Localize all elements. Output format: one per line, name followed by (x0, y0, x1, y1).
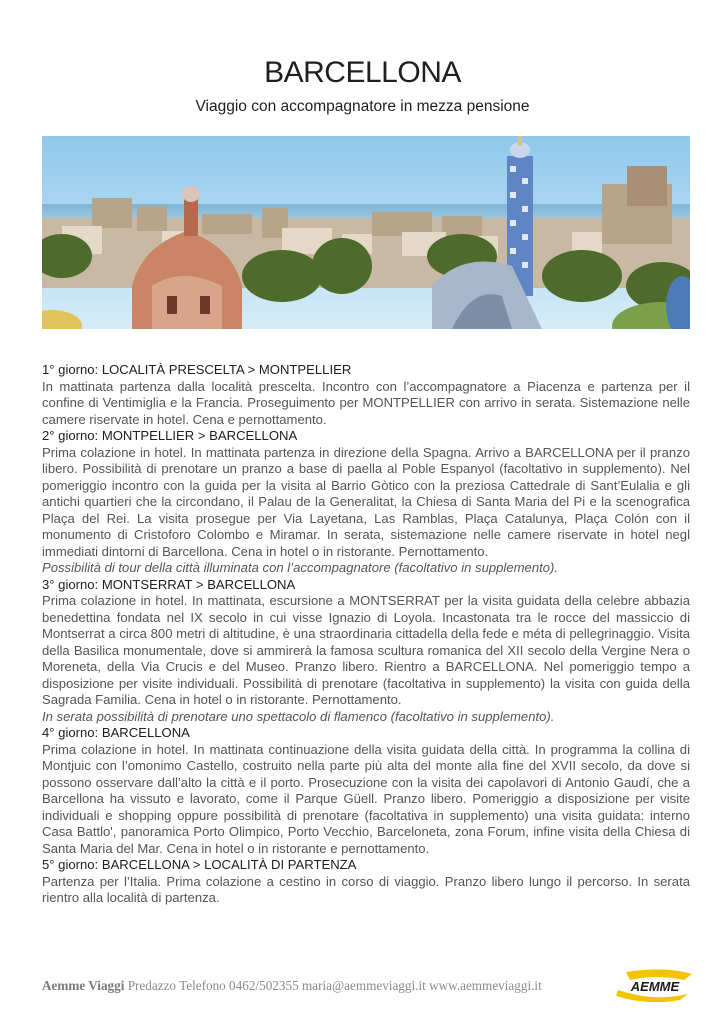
footer-brand: Aemme Viaggi (42, 978, 125, 993)
day-title: 3° giorno: MONTSERRAT > BARCELLONA (42, 576, 296, 592)
itinerary (42, 362, 690, 907)
aemme-logo (614, 968, 696, 1002)
page-title: BARCELLONA (264, 56, 461, 89)
day-description: Prima colazione in hotel. In mattinata, escursione a MONTSERRAT per la visita guidata della celebre abbazia benedettina fondata nel IX secolo in cui visse Ignazio di Loyola. Incastonata tra le rocce del massiccio di Montserrat a circa 800 metri di altitudine, è una straordinaria cittadella della fede e méta di pellegrinaggio. Visita della Basilica monumentale, dove si ammirerà la famosa scultura romanica del XII secolo della Vergine Nera o Moreneta, della Via Crucis e del Museo. Pranzo libero. Rientro a BARCELLONA. Nel pomeriggio tempo a disposizione per visite individuali. Possibilità di prenotare (facoltativa in supplemento) la visita con guida della Sagrada Familia. Cena in hotel o in ristorante. Pernottamento. (42, 593, 690, 707)
day-note: In serata possibilità di prenotare uno spettacolo di flamenco (facoltativo in supplemento). (42, 708, 555, 724)
footer-contacts: Predazzo Telefono 0462/502355 maria@aemmeviaggi.it www.aemmeviaggi.it (124, 978, 542, 993)
day-3 (42, 577, 690, 726)
day-4 (42, 725, 690, 857)
day-note: Possibilità di tour della città illuminata con l’accompagnatore (facoltativo in supplemento). (42, 560, 559, 575)
logo-wordmark: AEMME (630, 979, 680, 994)
page-subtitle: Viaggio con accompagnatore in mezza pensione (195, 98, 530, 115)
day-description: Prima colazione in hotel. In mattinata partenza in direzione della Spagna. Arrivo a BARCELLONA per il pranzo libero. Possibilità di prenotare un pranzo a base di paella al Poble Espanyol (facoltativo in supplemento). Nel pomeriggio incontro con la guida per la visita al Barrio Gòtico con la preziosa Cattedrale di Sant’Eulalia e gli antichi quartieri che la circondano, il Palau de la Generalitat, la Chiesa di Santa Maria del Pi e la scenografica Plaça del Rei. La visita prosegue per Via Layetana, Las Ramblas, Plaça Catalunya, Plaça Colón con il monumento di Cristoforo Colombo e Miramar. In serata, sistemazione nelle camere riservate in hotel negl immediati dintorni di Barcellona. Cena in hotel o in ristorante. Pernottamento. (42, 444, 690, 559)
day-1 (42, 362, 690, 428)
day-description: In mattinata partenza dalla località prescelta. Incontro con l’accompagnatore a Piacenza e partenza per il confine di Ventimiglia e la Francia. Proseguimento per MONTPELLIER con arrivo in serata. Sistemazione nelle camere riservate in hotel. Cena e pernottamento. (42, 378, 690, 427)
day-2 (42, 428, 690, 577)
hero-image (42, 136, 690, 329)
day-description: Partenza per l’Italia. Prima colazione a cestino in corso di viaggio. Pranzo libero lungo il percorso. In serata rientro alla località di partenza. (42, 873, 690, 905)
day-title: 4° giorno: BARCELLONA (42, 725, 190, 740)
footer (42, 978, 542, 994)
day-title: 2° giorno: MONTPELLIER > BARCELLONA (42, 428, 298, 443)
day-description: Prima colazione in hotel. In mattinata continuazione della visita guidata della città. In programma la collina di Montjuic con l’omonimo Castello, costruito nella parte più alta del monte alla fine del XVII secolo, da dove si possono osservare dall’alto la città e il porto. Prosecuzione con la visita dei capolavori di Antonio Gaudí, che a Barcellona ha vissuto e lavorato, come il Parque Güell. Pranzo libero. Pomeriggio a disposizione per visite individuali e shopping oppure possibilità di prenotare (facoltativa in supplemento) una visita guidata: interno Casa Battlo', panoramica Porto Olimpico, Porto Vecchio, Barceloneta, zona Forum, infine visita della Chiesa di Santa Maria del Mar. Cena in hotel o in ristorante e pernottamento. (42, 741, 690, 856)
barcelona-skyline-illustration (42, 136, 690, 329)
day-title: 1° giorno: LOCALITÀ PRESCELTA > MONTPELLIER (42, 362, 352, 377)
day-5 (42, 857, 690, 907)
day-title: 5° giorno: BARCELLONA > LOCALITÀ DI PARTENZA (42, 857, 357, 872)
